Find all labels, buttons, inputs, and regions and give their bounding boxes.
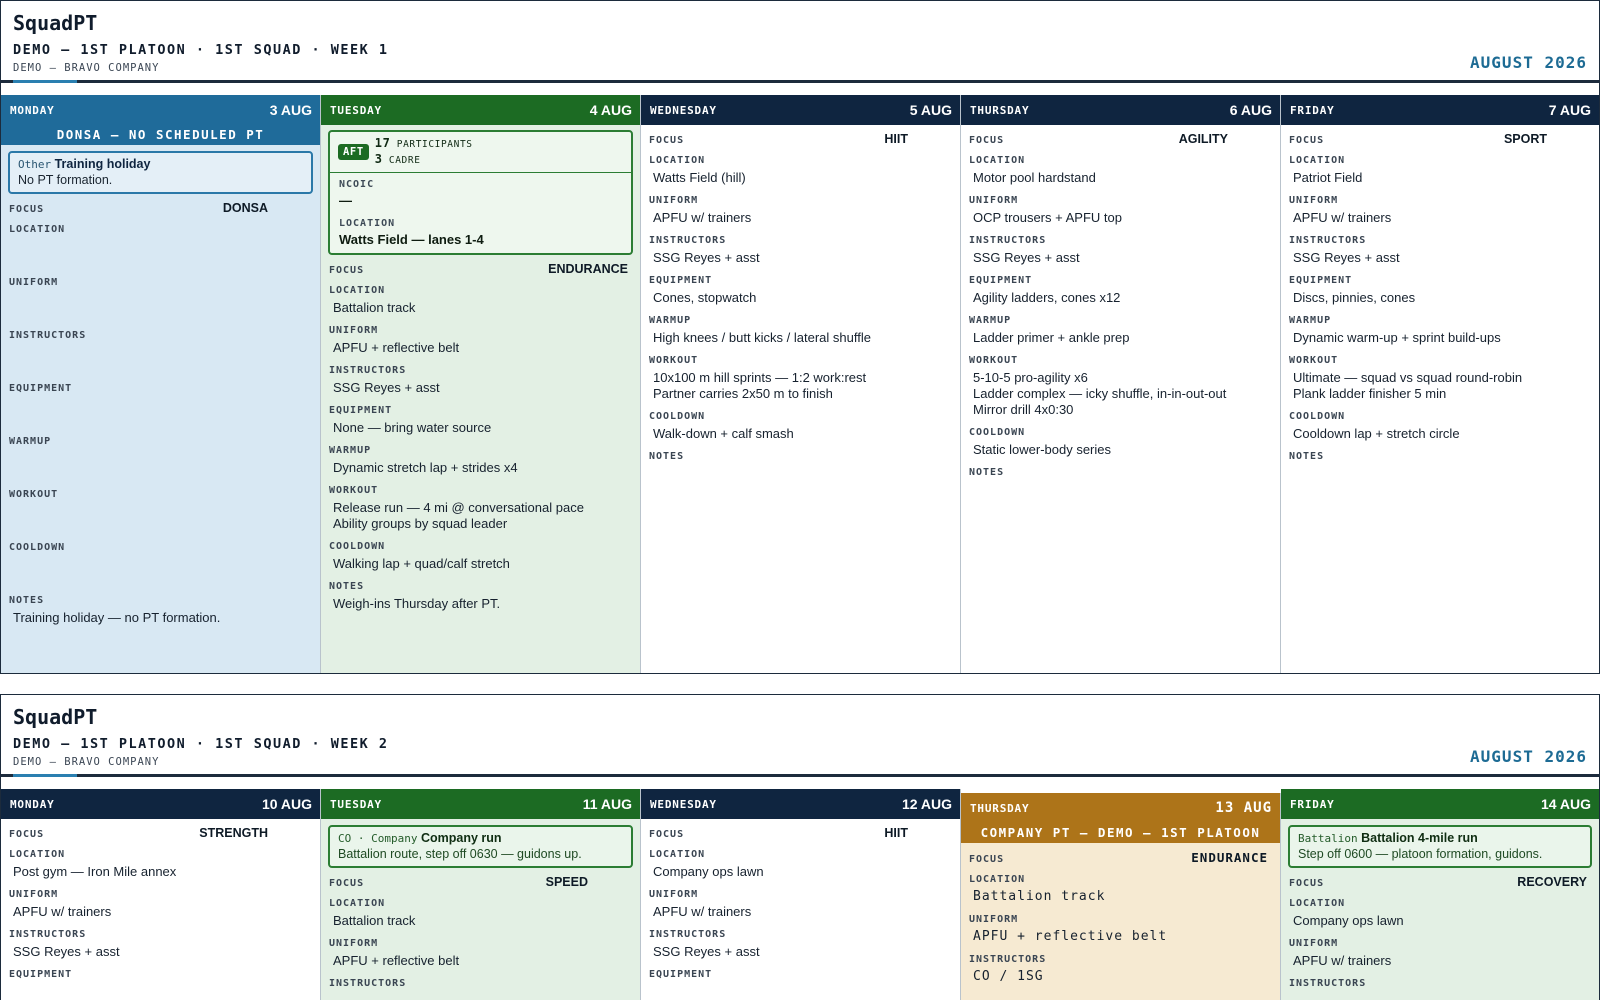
focus-row (1289, 132, 1592, 146)
location-field (329, 898, 633, 929)
field-label: INSTRUCTORS (9, 330, 87, 341)
warmup-field (1289, 315, 1592, 346)
event-title: Training holiday (54, 157, 151, 171)
warmup-value: Dynamic warm-up + sprint build-ups (1293, 330, 1501, 345)
warmup-value: High knees / butt kicks / lateral shuffle (653, 330, 871, 345)
event-card[interactable] (8, 151, 313, 194)
donsa-banner: DONSA — NO SCHEDULED PT (1, 125, 320, 145)
participants-label: PARTICIPANTS (396, 139, 473, 150)
warmup-field (9, 436, 313, 480)
instructors-field (329, 978, 633, 989)
day-header (641, 789, 960, 819)
field-label: WARMUP (329, 445, 372, 456)
notes-field (649, 451, 953, 482)
day-date: 4 AUG (589, 102, 632, 118)
focus-row (969, 132, 1273, 146)
focus-row (649, 132, 953, 146)
event-title: Company run (420, 831, 502, 845)
month-label: AUGUST 2026 (1470, 53, 1587, 72)
uniform-value: APFU w/ trainers (653, 904, 752, 919)
location-value: Patriot Field (1293, 170, 1363, 185)
location-field (969, 874, 1273, 905)
aft-counts (375, 136, 473, 168)
instructors-value (9, 345, 313, 374)
focus-label: FOCUS (9, 204, 45, 215)
instructors-value: SSG Reyes + asst (333, 380, 440, 395)
day-name: THURSDAY (970, 801, 1030, 815)
focus-row (649, 826, 953, 840)
warmup-field (969, 315, 1273, 346)
focus-value: STRENGTH (199, 826, 268, 840)
notes-value (649, 466, 953, 482)
day-name: MONDAY (10, 103, 55, 117)
company-name: DEMO — BRAVO COMPANY (13, 756, 160, 768)
day-header (321, 789, 640, 819)
week-days (1, 95, 1599, 673)
uniform-value: APFU w/ trainers (1293, 210, 1392, 225)
uniform-value: APFU w/ trainers (13, 904, 112, 919)
day-date: 12 AUG (901, 796, 952, 812)
equipment-value: Discs, pinnies, cones (1293, 290, 1416, 305)
equipment-field (969, 275, 1273, 306)
cadre-count: 3 (374, 152, 383, 166)
equipment-field (9, 969, 313, 980)
focus-row (9, 201, 313, 215)
field-label: WORKOUT (9, 489, 59, 500)
field-label: UNIFORM (969, 195, 1019, 206)
day-header (321, 95, 640, 125)
focus-value: HIIT (884, 826, 908, 840)
field-label: COOLDOWN (9, 542, 66, 553)
day-header (961, 95, 1280, 125)
location-value: Post gym — Iron Mile annex (13, 864, 177, 879)
day-date: 13 AUG (1215, 800, 1272, 816)
field-label: INSTRUCTORS (9, 929, 87, 940)
field-label: UNIFORM (329, 325, 379, 336)
event-desc: Battalion route, step off 0630 — guidons up. (338, 847, 582, 861)
warmup-field (329, 445, 633, 476)
notes-value (1289, 466, 1592, 482)
day-column-wednesday[interactable] (641, 789, 961, 1000)
day-header (1281, 789, 1599, 819)
field-label: LOCATION (649, 155, 706, 166)
focus-row (329, 875, 633, 889)
company-name: DEMO — BRAVO COMPANY (13, 62, 160, 74)
aft-badge: AFT (338, 144, 369, 160)
cooldown-value (9, 557, 313, 586)
day-name: WEDNESDAY (650, 797, 717, 811)
cooldown-field (9, 542, 313, 586)
equipment-value: Agility ladders, cones x12 (973, 290, 1121, 305)
active-tab-indicator (13, 80, 77, 83)
field-label: LOCATION (1289, 898, 1346, 909)
cadre-label: CADRE (388, 155, 421, 166)
equipment-field (9, 383, 313, 427)
uniform-field (969, 195, 1273, 226)
day-date: 5 AUG (909, 102, 952, 118)
field-label: COOLDOWN (1289, 411, 1346, 422)
week-title: DEMO — 1ST PLATOON · 1ST SQUAD · WEEK 2 (13, 736, 389, 752)
cooldown-value: Walk-down + calf smash (653, 426, 794, 441)
location-field (9, 849, 313, 880)
field-label: WORKOUT (649, 355, 699, 366)
notes-field (9, 595, 313, 626)
focus-label: FOCUS (649, 829, 685, 840)
day-column-tuesday[interactable] (321, 789, 641, 1000)
field-label: INSTRUCTORS (969, 954, 1047, 965)
cooldown-field (649, 411, 953, 442)
day-date: 3 AUG (269, 102, 312, 118)
focus-value: AGILITY (1178, 132, 1228, 146)
event-desc: Step off 0600 — platoon formation, guidons. (1298, 847, 1543, 861)
day-name: THURSDAY (970, 103, 1030, 117)
location-value: Company ops lawn (653, 864, 764, 879)
focus-label: FOCUS (329, 265, 365, 276)
workout-value: 5-10-5 pro-agility x6 Ladder complex — icky shuffle, in-in-out-out Mirror drill 4x0:30 (973, 370, 1227, 417)
day-name: TUESDAY (330, 797, 382, 811)
focus-value: DONSA (222, 201, 268, 215)
field-label: WARMUP (1289, 315, 1332, 326)
equipment-field (1289, 275, 1592, 306)
field-label: INSTRUCTORS (1289, 235, 1367, 246)
event-tag: CO · Company (338, 832, 418, 845)
instructors-field (969, 954, 1273, 985)
field-label: UNIFORM (329, 938, 379, 949)
day-column-friday[interactable] (1281, 789, 1599, 1000)
workout-value: 10x100 m hill sprints — 1:2 work:rest Partner carries 2x50 m to finish (653, 370, 867, 401)
field-label: WORKOUT (969, 355, 1019, 366)
focus-label: FOCUS (1289, 878, 1325, 889)
notes-value (969, 482, 1273, 498)
uniform-field (9, 277, 313, 321)
instructors-field (969, 235, 1273, 266)
uniform-field (329, 325, 633, 356)
equipment-field (649, 275, 953, 306)
day-name: FRIDAY (1290, 103, 1335, 117)
field-label: UNIFORM (969, 914, 1019, 925)
event-card[interactable] (1288, 825, 1592, 868)
location-field (9, 224, 313, 268)
uniform-field (649, 889, 953, 920)
notes-value: Training holiday — no PT formation. (13, 610, 221, 625)
instructors-value: SSG Reyes + asst (13, 944, 120, 959)
field-label: NOTES (1289, 451, 1325, 462)
equipment-field (329, 405, 633, 436)
week-title: DEMO — 1ST PLATOON · 1ST SQUAD · WEEK 1 (13, 42, 389, 58)
workout-field (9, 489, 313, 533)
day-header (1, 95, 320, 125)
location-field (329, 285, 633, 316)
day-header (641, 95, 960, 125)
focus-value: RECOVERY (1517, 875, 1587, 889)
focus-label: FOCUS (969, 135, 1005, 146)
warmup-field (649, 315, 953, 346)
week-2-panel (0, 694, 1600, 1000)
field-label: LOCATION (969, 155, 1026, 166)
notes-value: Weigh-ins Thursday after PT. (333, 596, 501, 611)
focus-row (1289, 875, 1592, 889)
uniform-field (649, 195, 953, 226)
instructors-value: SSG Reyes + asst (653, 944, 760, 959)
app-title: SquadPT (13, 705, 98, 729)
day-header (961, 793, 1280, 823)
focus-label: FOCUS (649, 135, 685, 146)
uniform-value: OCP trousers + APFU top (973, 210, 1122, 225)
cooldown-field (969, 427, 1273, 458)
field-label: INSTRUCTORS (969, 235, 1047, 246)
week-days (1, 789, 1599, 1000)
ncoic-value: — (339, 193, 352, 208)
uniform-value: APFU w/ trainers (653, 210, 752, 225)
day-date: 6 AUG (1229, 102, 1272, 118)
warmup-value: Ladder primer + ankle prep (973, 330, 1130, 345)
focus-row (329, 262, 633, 276)
field-label: WORKOUT (329, 485, 379, 496)
workout-field (969, 355, 1273, 418)
cooldown-value: Static lower-body series (973, 442, 1111, 457)
day-date: 7 AUG (1548, 102, 1591, 118)
instructors-field (649, 235, 953, 266)
participants-count: 17 (374, 136, 391, 150)
uniform-value: APFU + reflective belt (333, 340, 460, 355)
active-tab-indicator (13, 774, 77, 777)
location-value: Battalion track (333, 913, 416, 928)
workout-value: Ultimate — squad vs squad round-robin Plank ladder finisher 5 min (1293, 370, 1523, 401)
instructors-value: SSG Reyes + asst (1293, 250, 1400, 265)
uniform-field (1289, 938, 1592, 969)
month-label: AUGUST 2026 (1470, 747, 1587, 766)
location-field (649, 155, 953, 186)
cooldown-value: Walking lap + quad/calf stretch (333, 556, 510, 571)
field-label: EQUIPMENT (649, 275, 713, 286)
uniform-field (9, 889, 313, 920)
instructors-value: SSG Reyes + asst (653, 250, 760, 265)
cooldown-value: Cooldown lap + stretch circle (1293, 426, 1460, 441)
field-label: WARMUP (9, 436, 52, 447)
aft-card[interactable] (328, 130, 633, 255)
day-name: TUESDAY (330, 103, 382, 117)
field-label: COOLDOWN (969, 427, 1026, 438)
uniform-value: APFU + reflective belt (333, 953, 460, 968)
day-column-thursday[interactable] (961, 95, 1281, 673)
field-label: LOCATION (9, 849, 66, 860)
field-label: EQUIPMENT (329, 405, 393, 416)
instructors-value: SSG Reyes + asst (973, 250, 1080, 265)
location-value: Company ops lawn (1293, 913, 1404, 928)
equipment-field (649, 969, 953, 980)
location-field (1289, 898, 1592, 929)
field-label: NOTES (649, 451, 685, 462)
field-label: EQUIPMENT (1289, 275, 1353, 286)
field-label: INSTRUCTORS (1289, 978, 1367, 989)
location-field (1289, 155, 1592, 186)
field-label: EQUIPMENT (969, 275, 1033, 286)
field-label: EQUIPMENT (649, 969, 713, 980)
event-desc: No PT formation. (18, 173, 113, 187)
event-tag: Battalion (1298, 832, 1358, 845)
instructors-value: CO / 1SG (973, 969, 1044, 984)
focus-value: ENDURANCE (548, 262, 628, 276)
day-column-friday[interactable] (1281, 95, 1599, 673)
field-label: LOCATION (329, 898, 386, 909)
warmup-value: Dynamic stretch lap + strides x4 (333, 460, 518, 475)
company-pt-banner: COMPANY PT — DEMO — 1ST PLATOON (961, 823, 1280, 843)
focus-label: FOCUS (969, 854, 1005, 865)
field-label: LOCATION (9, 224, 66, 235)
location-value: Watts Field (hill) (653, 170, 746, 185)
location-value (9, 239, 313, 268)
day-name: FRIDAY (1290, 797, 1335, 811)
field-label: WORKOUT (1289, 355, 1339, 366)
event-tag: Other (18, 158, 52, 171)
day-name: MONDAY (10, 797, 55, 811)
day-date: 11 AUG (582, 796, 632, 812)
field-label: COOLDOWN (329, 541, 386, 552)
field-label: INSTRUCTORS (649, 929, 727, 940)
focus-value: SPORT (1503, 132, 1547, 146)
uniform-field (1289, 195, 1592, 226)
uniform-value: APFU + reflective belt (973, 929, 1168, 944)
day-column-monday[interactable] (1, 95, 321, 673)
focus-label: FOCUS (9, 829, 45, 840)
field-label: UNIFORM (1289, 938, 1339, 949)
workout-value: Release run — 4 mi @ conversational pace Ability groups by squad leader (333, 500, 584, 531)
field-label: EQUIPMENT (9, 383, 73, 394)
equipment-value: None — bring water source (333, 420, 492, 435)
equipment-value (9, 398, 313, 427)
field-label: EQUIPMENT (9, 969, 73, 980)
uniform-value: APFU w/ trainers (1293, 953, 1392, 968)
focus-value: SPEED (545, 875, 588, 889)
day-name: WEDNESDAY (650, 103, 717, 117)
instructors-field (329, 365, 633, 396)
location-value: Battalion track (333, 300, 416, 315)
notes-field (329, 581, 633, 612)
focus-label: FOCUS (1289, 135, 1325, 146)
day-column-thursday[interactable] (961, 793, 1281, 1000)
field-label: LOCATION (1289, 155, 1346, 166)
field-label: NOTES (9, 595, 45, 606)
focus-label: FOCUS (329, 878, 365, 889)
uniform-value (9, 292, 313, 321)
field-label: NOTES (329, 581, 365, 592)
field-label: UNIFORM (649, 889, 699, 900)
aft-location-value: Watts Field — lanes 1-4 (339, 232, 484, 247)
location-value: Motor pool hardstand (973, 170, 1096, 185)
warmup-value (9, 451, 313, 480)
day-column-tuesday[interactable] (321, 95, 641, 673)
field-label: INSTRUCTORS (329, 365, 407, 376)
week-header (1, 1, 1599, 83)
day-date: 14 AUG (1540, 796, 1591, 812)
workout-field (649, 355, 953, 402)
field-label: LOCATION (329, 285, 386, 296)
field-label: WARMUP (649, 315, 692, 326)
cooldown-field (329, 541, 633, 572)
instructors-field (1289, 235, 1592, 266)
instructors-field (649, 929, 953, 960)
field-label: LOCATION (649, 849, 706, 860)
focus-value: ENDURANCE (1191, 850, 1268, 865)
field-label: UNIFORM (649, 195, 699, 206)
field-label: WARMUP (969, 315, 1012, 326)
day-header (1281, 95, 1599, 125)
day-column-wednesday[interactable] (641, 95, 961, 673)
focus-value: HIIT (884, 132, 908, 146)
event-card[interactable] (328, 825, 633, 868)
focus-row (9, 826, 313, 840)
notes-field (969, 467, 1273, 498)
location-value: Battalion track (973, 889, 1106, 904)
instructors-field (9, 330, 313, 374)
workout-field (329, 485, 633, 532)
location-field (649, 849, 953, 880)
field-label: LOCATION (969, 874, 1026, 885)
notes-field (1289, 451, 1592, 482)
day-column-monday[interactable] (1, 789, 321, 1000)
equipment-value: Cones, stopwatch (653, 290, 757, 305)
field-label: UNIFORM (1289, 195, 1339, 206)
day-header (1, 789, 320, 819)
ncoic-label: NCOIC (339, 179, 375, 190)
location-field (969, 155, 1273, 186)
workout-value (9, 504, 313, 533)
instructors-field (9, 929, 313, 960)
cooldown-field (1289, 411, 1592, 442)
field-label: INSTRUCTORS (649, 235, 727, 246)
week-header (1, 695, 1599, 777)
field-label: UNIFORM (9, 889, 59, 900)
uniform-field (329, 938, 633, 969)
instructors-field (1289, 978, 1592, 989)
field-label: INSTRUCTORS (329, 978, 407, 989)
day-date: 10 AUG (261, 796, 312, 812)
field-label: COOLDOWN (649, 411, 706, 422)
app-title: SquadPT (13, 11, 98, 35)
workout-field (1289, 355, 1592, 402)
aft-location-label: LOCATION (339, 218, 396, 229)
uniform-field (969, 914, 1273, 945)
focus-row (969, 850, 1273, 865)
event-title: Battalion 4-mile run (1361, 831, 1478, 845)
field-label: UNIFORM (9, 277, 59, 288)
field-label: NOTES (969, 467, 1005, 478)
